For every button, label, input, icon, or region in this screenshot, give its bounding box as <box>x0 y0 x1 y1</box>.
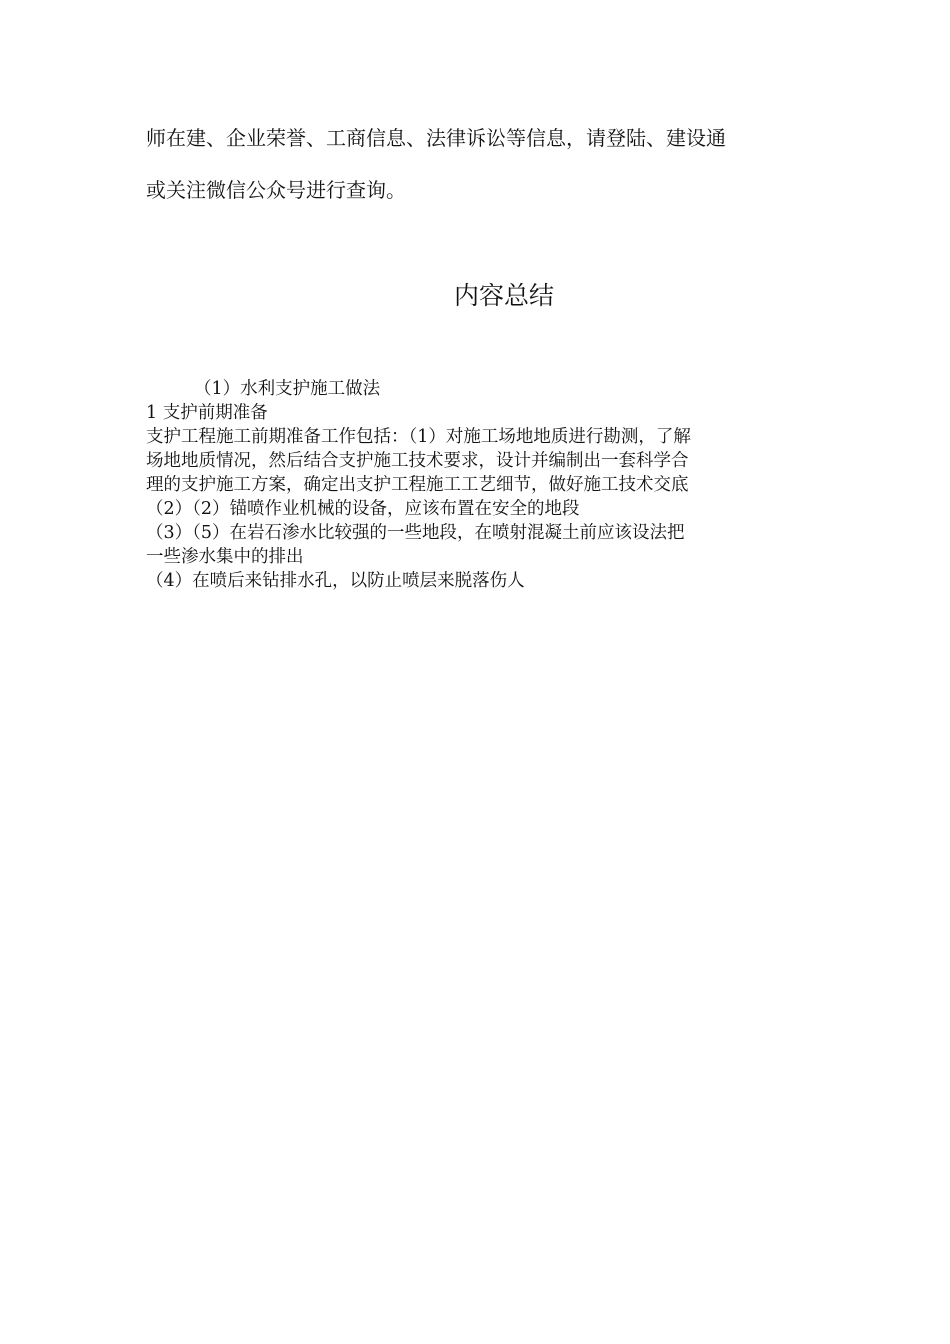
summary-item-3: （3）（5）在岩石渗水比较强的一些地段，在喷射混凝土前应该设法把 <box>146 523 685 543</box>
intro-text-line-1: 师在建、企业荣誉、工商信息、法律诉讼等信息，请登陆、建设通 <box>146 126 726 150</box>
summary-paragraph-line: 支护工程施工前期准备工作包括：（1）对施工场地地质进行勘测，了解 <box>146 427 691 447</box>
summary-body <box>146 377 806 593</box>
summary-item-4: （4）在喷后来钻排水孔，以防止喷层来脱落伤人 <box>146 571 525 591</box>
summary-heading: （1）水利支护施工做法 <box>194 379 381 399</box>
summary-subheading: 1 支护前期准备 <box>146 403 268 423</box>
summary-paragraph-line: 场地地质情况，然后结合支护施工技术要求，设计并编制出一套科学合 <box>146 451 689 471</box>
summary-paragraph-line: 理的支护施工方案，确定出支护工程施工工艺细节，做好施工技术交底 <box>146 475 689 495</box>
summary-item-3-continued: 一些渗水集中的排出 <box>146 547 304 567</box>
summary-title: 内容总结 <box>453 281 554 310</box>
intro-text-line-2: 或关注微信公众号进行查询。 <box>146 178 406 202</box>
summary-item-2: （2）（2）锚喷作业机械的设备，应该布置在安全的地段 <box>146 499 580 519</box>
